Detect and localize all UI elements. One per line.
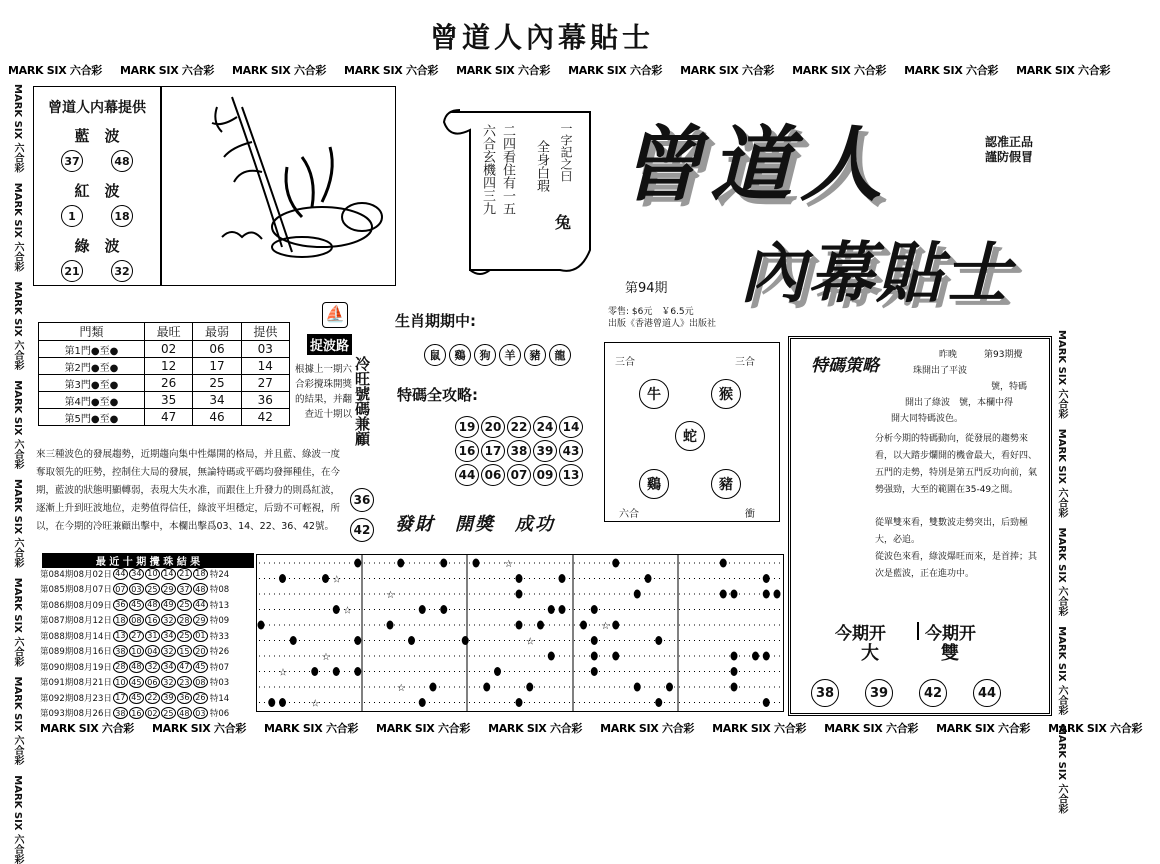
result-special: 特08 bbox=[209, 585, 230, 596]
strategy-paragraph-3: 從波色來看，綠波爆旺而來，是首捧；其次是藍波，正在進功中。 bbox=[875, 552, 1038, 579]
results-mark bbox=[612, 621, 619, 630]
zodiac-animal: 鷄 bbox=[449, 344, 471, 366]
strategy-number: 44 bbox=[973, 679, 1001, 707]
sanhe-animal: 豬 bbox=[711, 469, 741, 499]
results-mark bbox=[440, 559, 447, 568]
result-date: 第090期08月19日 bbox=[40, 662, 112, 673]
issue-number: 第94期 bbox=[625, 281, 668, 296]
results-special-mark: ☆ bbox=[343, 605, 352, 617]
special-number: 09 bbox=[533, 464, 557, 486]
results-mark bbox=[634, 683, 641, 692]
scroll-col-1b: 兔 bbox=[555, 213, 572, 232]
result-number: 38 bbox=[113, 645, 128, 657]
result-number: 18 bbox=[193, 568, 208, 580]
zodiac-title: 生肖期期中: bbox=[395, 312, 476, 330]
results-mark bbox=[731, 590, 738, 599]
result-date: 第088期08月14日 bbox=[40, 631, 112, 642]
result-number: 36 bbox=[113, 599, 128, 611]
sanhe-animal: 牛 bbox=[639, 379, 669, 409]
results-special-mark: ☆ bbox=[278, 667, 288, 679]
results-mark bbox=[580, 621, 587, 630]
result-number: 45 bbox=[129, 676, 144, 688]
result-row bbox=[40, 659, 255, 675]
strategy-number: 38 bbox=[811, 679, 839, 707]
result-number: 25 bbox=[177, 599, 192, 611]
results-mark bbox=[752, 652, 759, 661]
results-mark bbox=[763, 652, 770, 661]
door-row bbox=[39, 392, 290, 409]
result-number: 16 bbox=[145, 614, 160, 626]
results-mark bbox=[612, 652, 619, 661]
result-row bbox=[40, 644, 255, 660]
results-mark bbox=[322, 574, 329, 583]
door-name: 第4門●至● bbox=[39, 392, 145, 409]
result-number: 28 bbox=[113, 661, 128, 673]
result-number: 37 bbox=[177, 583, 192, 595]
results-special-mark: ☆ bbox=[310, 698, 320, 710]
sanhe-tl: 三合 bbox=[615, 357, 635, 368]
result-number: 34 bbox=[129, 568, 144, 580]
strategy-number: 42 bbox=[919, 679, 947, 707]
results-mark bbox=[591, 636, 598, 645]
result-date: 第091期08月21日 bbox=[40, 678, 112, 689]
results-mark bbox=[731, 652, 738, 661]
catch-wave-side-text: 根據上一期六合彩攪珠開獎的結果，并翻查近十期以 bbox=[294, 364, 352, 420]
door-row bbox=[39, 341, 290, 358]
results-mark bbox=[548, 605, 555, 614]
result-number: 29 bbox=[161, 583, 176, 595]
results-mark bbox=[419, 698, 426, 707]
results-mark bbox=[494, 667, 501, 676]
zodiac-animals bbox=[424, 344, 571, 366]
zodiac-animal: 豬 bbox=[524, 344, 546, 366]
special-number: 16 bbox=[455, 440, 479, 462]
door-row bbox=[39, 358, 290, 375]
results-mark bbox=[354, 559, 361, 568]
door-header: 最旺 bbox=[144, 323, 192, 341]
sanhe-animal: 鷄 bbox=[639, 469, 669, 499]
result-number: 03 bbox=[129, 583, 144, 595]
results-header: 最 近 十 期 攪 珠 結 果 bbox=[42, 553, 254, 568]
door-pick: 27 bbox=[241, 375, 289, 392]
result-row bbox=[40, 706, 255, 722]
door-min: 34 bbox=[193, 392, 241, 409]
results-mark bbox=[462, 636, 469, 645]
scroll-col-4: 六合玄機四三九 bbox=[480, 124, 495, 215]
open-value-big: 大 bbox=[861, 643, 879, 664]
wave-numbers bbox=[34, 150, 160, 172]
results-mark bbox=[763, 698, 770, 707]
result-number: 39 bbox=[161, 692, 176, 704]
result-number: 29 bbox=[193, 614, 208, 626]
special-number: 20 bbox=[481, 416, 505, 438]
results-mark bbox=[279, 574, 286, 583]
strategy-line: 號，特碼 bbox=[991, 382, 1028, 392]
result-date: 第092期08月23日 bbox=[40, 693, 112, 704]
wave-number: 18 bbox=[111, 205, 133, 227]
special-number: 19 bbox=[455, 416, 479, 438]
results-mark bbox=[612, 559, 619, 568]
results-special-mark: ☆ bbox=[601, 621, 610, 632]
results-mark bbox=[731, 667, 738, 676]
result-number: 47 bbox=[177, 661, 192, 673]
result-number: 44 bbox=[193, 599, 208, 611]
strategy-number: 39 bbox=[865, 679, 893, 707]
door-table bbox=[38, 322, 290, 426]
sanhe-bl: 六合 bbox=[619, 509, 639, 520]
door-max: 47 bbox=[144, 409, 192, 426]
special-number: 39 bbox=[533, 440, 557, 462]
result-number: 18 bbox=[113, 614, 128, 626]
open-label: 今期开 bbox=[925, 624, 976, 644]
result-row bbox=[40, 613, 255, 629]
zodiac-animal: 鼠 bbox=[424, 344, 446, 366]
results-mark bbox=[516, 590, 523, 599]
door-max: 35 bbox=[144, 392, 192, 409]
results-mark bbox=[720, 559, 727, 568]
result-number: 27 bbox=[129, 630, 144, 642]
wave-number: 1 bbox=[61, 205, 83, 227]
result-number: 36 bbox=[177, 692, 192, 704]
analysis-text: 來三種波色的發展趨勢，近期趨向集中性爆開的格局，并且藍、綠波一度奪取領先的旺勢，控制住大局的發展，無論特碼或平碼均發揮種佳，在今期，藍波的狀態明顯轉弱，表現大失水准，而跟住上升發力的則爲紅波，逐漸上升到旺波地位，走勢值得信任，綠波平坦穩定，后勁不可輕視，所以，在今期的冷旺兼顧出擊中，本欄出擊爲03、14、22、36、42號。 bbox=[36, 449, 341, 532]
results-mark bbox=[559, 605, 566, 614]
special-number: 13 bbox=[559, 464, 583, 486]
brand-strip-left: MARK SIX 六合彩 MARK SIX 六合彩 MARK SIX 六合彩 MARK SIX 六合彩 MARK SIX 六合彩 MARK SIX 六合彩 MARK SIX 六合彩 MARK SIX 六合彩 bbox=[12, 84, 23, 864]
strategy-paragraph-2: 從單雙來看，雙數波走勢突出，后勁極大，必追。 bbox=[875, 518, 1029, 545]
result-number: 08 bbox=[129, 614, 144, 626]
special-number: 07 bbox=[507, 464, 531, 486]
result-number: 26 bbox=[193, 692, 208, 704]
results-mark bbox=[720, 590, 727, 599]
result-date: 第093期08月26日 bbox=[40, 709, 112, 720]
special-number: 24 bbox=[533, 416, 557, 438]
results-mark bbox=[591, 667, 598, 676]
results-mark bbox=[516, 621, 523, 630]
result-number: 10 bbox=[129, 645, 144, 657]
result-number: 20 bbox=[193, 645, 208, 657]
result-number: 28 bbox=[177, 614, 192, 626]
results-mark bbox=[354, 636, 361, 645]
door-min: 25 bbox=[193, 375, 241, 392]
door-header: 門類 bbox=[39, 323, 145, 341]
strategy-line: 開大同特碼波色。 bbox=[891, 414, 964, 424]
door-pick: 03 bbox=[241, 341, 289, 358]
zodiac-animal: 羊 bbox=[499, 344, 521, 366]
catch-wave-number: 42 bbox=[350, 518, 374, 542]
result-number: 08 bbox=[193, 676, 208, 688]
result-number: 48 bbox=[129, 661, 144, 673]
results-mark bbox=[763, 574, 770, 583]
results-mark bbox=[655, 698, 662, 707]
special-number: 44 bbox=[455, 464, 479, 486]
results-mark bbox=[333, 605, 340, 614]
result-number: 48 bbox=[193, 583, 208, 595]
scroll-verse bbox=[430, 100, 600, 280]
scroll-col-2: 全身白瑕 bbox=[534, 140, 549, 192]
sanhe-tr: 三合 bbox=[735, 357, 755, 368]
result-number: 10 bbox=[113, 676, 128, 688]
door-max: 12 bbox=[144, 358, 192, 375]
result-number: 44 bbox=[113, 568, 128, 580]
wave-number: 21 bbox=[61, 260, 83, 282]
result-row bbox=[40, 628, 255, 644]
result-number: 25 bbox=[145, 583, 160, 595]
open-label: 今期开 bbox=[835, 624, 886, 644]
publisher: 出版《香港曾道人》出版社 bbox=[608, 319, 717, 329]
results-mark bbox=[408, 636, 415, 645]
result-number: 32 bbox=[161, 645, 176, 657]
door-header: 最弱 bbox=[193, 323, 241, 341]
result-number: 48 bbox=[177, 707, 192, 719]
door-pick: 14 bbox=[241, 358, 289, 375]
result-number: 32 bbox=[145, 661, 160, 673]
result-number: 06 bbox=[145, 676, 160, 688]
results-mark bbox=[591, 605, 598, 614]
scroll-col-1: 一字記之曰 bbox=[559, 122, 573, 182]
result-number: 25 bbox=[177, 630, 192, 642]
result-special: 特09 bbox=[209, 616, 230, 627]
door-header: 提供 bbox=[241, 323, 289, 341]
results-special-mark: ☆ bbox=[504, 559, 514, 570]
results-mark bbox=[548, 652, 555, 661]
wave-label: 藍 波 bbox=[74, 127, 120, 145]
results-special-mark: ☆ bbox=[321, 652, 331, 663]
result-number: 38 bbox=[113, 707, 128, 719]
catch-wave-number: 36 bbox=[350, 488, 374, 512]
wave-box-title: 曾道人内幕提供 bbox=[48, 100, 146, 116]
result-number: 45 bbox=[193, 661, 208, 673]
results-mark bbox=[354, 667, 361, 676]
open-divider bbox=[917, 622, 919, 640]
result-number: 34 bbox=[161, 661, 176, 673]
results-mark bbox=[473, 559, 480, 568]
door-name: 第5門●至● bbox=[39, 409, 145, 426]
result-row bbox=[40, 690, 255, 706]
results-mark bbox=[763, 590, 770, 599]
results-mark bbox=[591, 652, 598, 661]
result-row bbox=[40, 582, 255, 598]
result-number: 01 bbox=[193, 630, 208, 642]
catch-wave-icon: ⛵ bbox=[322, 302, 348, 328]
door-row bbox=[39, 409, 290, 426]
authentic-line-2: 謹防假冒 bbox=[985, 150, 1034, 164]
catch-wave-side-title: 冷旺號碼兼顧 bbox=[353, 356, 371, 446]
sanhe-animal: 蛇 bbox=[675, 421, 705, 451]
wave-number: 37 bbox=[61, 150, 83, 172]
result-number: 22 bbox=[145, 692, 160, 704]
special-title: 特碼全攻略: bbox=[397, 386, 478, 404]
result-number: 49 bbox=[161, 599, 176, 611]
strategy-title: 特碼策略 bbox=[811, 356, 879, 376]
results-mark bbox=[516, 574, 523, 583]
result-date: 第086期08月09日 bbox=[40, 600, 112, 611]
result-number: 23 bbox=[177, 676, 192, 688]
result-special: 特14 bbox=[209, 693, 230, 704]
result-row bbox=[40, 566, 255, 582]
result-number: 31 bbox=[145, 630, 160, 642]
wave-label: 綠 波 bbox=[74, 237, 120, 255]
results-special-mark: ☆ bbox=[396, 683, 406, 694]
brand-strip-bottom: MARK SIX 六合彩 MARK SIX 六合彩 MARK SIX 六合彩 MARK SIX 六合彩 MARK SIX 六合彩 MARK SIX 六合彩 MARK SIX 六合彩 MARK SIX 六合彩 MARK SIX 六合彩 MARK SIX 六合彩 bbox=[40, 722, 1143, 735]
results-special-mark: ☆ bbox=[386, 590, 395, 601]
door-name: 第1門●至● bbox=[39, 341, 145, 358]
result-number: 48 bbox=[145, 599, 160, 611]
result-number: 17 bbox=[113, 692, 128, 704]
strategy-line: 開出了綠波 號，本欄中得 bbox=[905, 398, 1014, 408]
result-special: 特03 bbox=[209, 678, 230, 689]
results-mark bbox=[311, 667, 318, 676]
door-min: 17 bbox=[193, 358, 241, 375]
result-number: 45 bbox=[129, 599, 144, 611]
zodiac-footer: 發財 開獎 成功 bbox=[395, 514, 555, 535]
sanhe-animal: 猴 bbox=[711, 379, 741, 409]
wave-number: 32 bbox=[111, 260, 133, 282]
results-mark bbox=[559, 574, 566, 583]
result-special: 特33 bbox=[209, 631, 230, 642]
door-max: 02 bbox=[144, 341, 192, 358]
strategy-numbers bbox=[811, 679, 1001, 707]
special-number: 43 bbox=[559, 440, 583, 462]
wave-numbers bbox=[34, 205, 160, 227]
results-mark bbox=[397, 559, 404, 568]
result-number: 34 bbox=[161, 630, 176, 642]
results-grid bbox=[256, 554, 784, 712]
zodiac-animal: 龍 bbox=[549, 344, 571, 366]
open-value-even: 雙 bbox=[941, 643, 959, 664]
result-date: 第084期08月02日 bbox=[40, 569, 112, 580]
results-mark bbox=[290, 636, 297, 645]
door-pick: 36 bbox=[241, 392, 289, 409]
door-name: 第3門●至● bbox=[39, 375, 145, 392]
result-number: 13 bbox=[113, 630, 128, 642]
door-pick: 42 bbox=[241, 409, 289, 426]
page-title: 曾道人內幕貼士 bbox=[430, 21, 655, 54]
wave-label: 紅 波 bbox=[74, 182, 120, 200]
wave-numbers bbox=[34, 260, 160, 282]
result-number: 15 bbox=[177, 645, 192, 657]
wave-number: 48 bbox=[111, 150, 133, 172]
result-number: 21 bbox=[177, 568, 192, 580]
results-mark bbox=[440, 605, 447, 614]
result-number: 04 bbox=[145, 645, 160, 657]
brand-strip-top: MARK SIX 六合彩 MARK SIX 六合彩 MARK SIX 六合彩 MARK SIX 六合彩 MARK SIX 六合彩 MARK SIX 六合彩 MARK SIX 六合彩 MARK SIX 六合彩 MARK SIX 六合彩 MARK SIX 六合彩 bbox=[8, 64, 1111, 77]
door-name: 第2門●至● bbox=[39, 358, 145, 375]
results-mark bbox=[526, 683, 533, 692]
special-number: 38 bbox=[507, 440, 531, 462]
result-date: 第087期08月12日 bbox=[40, 616, 112, 627]
price: 零售: $6元 ￥6.5元 bbox=[608, 307, 694, 317]
scroll-col-3: 二四看住有一五 bbox=[500, 124, 515, 215]
results-mark bbox=[516, 698, 523, 707]
results-mark bbox=[268, 698, 275, 707]
results-mark bbox=[645, 574, 652, 583]
result-special: 特24 bbox=[209, 569, 230, 580]
results-mark bbox=[655, 636, 662, 645]
results-mark bbox=[279, 698, 286, 707]
result-number: 32 bbox=[161, 676, 176, 688]
result-number: 10 bbox=[145, 568, 160, 580]
result-number: 45 bbox=[129, 692, 144, 704]
sanhe-br: 衝 bbox=[745, 509, 755, 520]
special-number: 17 bbox=[481, 440, 505, 462]
result-special: 特26 bbox=[209, 647, 230, 658]
result-number: 07 bbox=[113, 583, 128, 595]
door-min: 06 bbox=[193, 341, 241, 358]
results-mark bbox=[333, 667, 340, 676]
result-row bbox=[40, 675, 255, 691]
bamboo-illustration bbox=[161, 86, 396, 286]
special-number: 06 bbox=[481, 464, 505, 486]
zodiac-animal: 狗 bbox=[474, 344, 496, 366]
authentic-line-1: 認准正品 bbox=[985, 135, 1034, 149]
result-number: 03 bbox=[193, 707, 208, 719]
results-mark bbox=[537, 621, 544, 630]
strategy-paragraph: 分析今期的特碼動向，從發展的趨勢來看，以大踏步爛開的機會最大，看好四、五門的走勢，特別是第五門反功向前，氣勢强勁，大至的範圍在35-49之間。 bbox=[875, 434, 1038, 495]
door-row bbox=[39, 375, 290, 392]
results-mark bbox=[387, 621, 394, 630]
results-mark bbox=[731, 683, 738, 692]
results-mark bbox=[258, 621, 265, 630]
strategy-line: 昨晚 第93期攪 bbox=[939, 350, 1023, 360]
catch-wave-label: 捉波路 bbox=[307, 334, 352, 355]
results-mark bbox=[419, 605, 426, 614]
result-date: 第089期08月16日 bbox=[40, 647, 112, 658]
result-special: 特07 bbox=[209, 662, 230, 673]
result-special: 特13 bbox=[209, 600, 230, 611]
results-mark bbox=[666, 683, 673, 692]
sanhe-box bbox=[604, 342, 780, 522]
logo-line-2: 內幕貼士 bbox=[740, 234, 1012, 312]
result-number: 25 bbox=[161, 707, 176, 719]
door-max: 26 bbox=[144, 375, 192, 392]
results-mark bbox=[774, 590, 781, 599]
logo-line-1: 曾道人 bbox=[620, 117, 890, 213]
results-mark bbox=[430, 683, 437, 692]
result-row bbox=[40, 597, 255, 613]
door-min: 46 bbox=[193, 409, 241, 426]
results-special-mark: ☆ bbox=[525, 636, 535, 648]
special-number: 14 bbox=[559, 416, 583, 438]
result-date: 第085期08月07日 bbox=[40, 585, 112, 596]
special-number: 22 bbox=[507, 416, 531, 438]
results-rows bbox=[40, 566, 255, 721]
results-mark bbox=[483, 683, 490, 692]
brand-strip-right: MARK SIX 六合彩 MARK SIX 六合彩 MARK SIX 六合彩 MARK SIX 六合彩 MARK SIX 六合彩 bbox=[1056, 330, 1067, 814]
strategy-box bbox=[788, 336, 1052, 716]
result-number: 14 bbox=[161, 568, 176, 580]
wave-box bbox=[33, 86, 161, 286]
special-numbers bbox=[455, 416, 587, 486]
result-number: 16 bbox=[129, 707, 144, 719]
results-mark bbox=[634, 590, 641, 599]
result-number: 02 bbox=[145, 707, 160, 719]
strategy-line: 珠開出了平波 bbox=[913, 366, 968, 376]
results-special-mark: ☆ bbox=[332, 574, 342, 586]
result-number: 32 bbox=[161, 614, 176, 626]
result-special: 特06 bbox=[209, 709, 230, 720]
